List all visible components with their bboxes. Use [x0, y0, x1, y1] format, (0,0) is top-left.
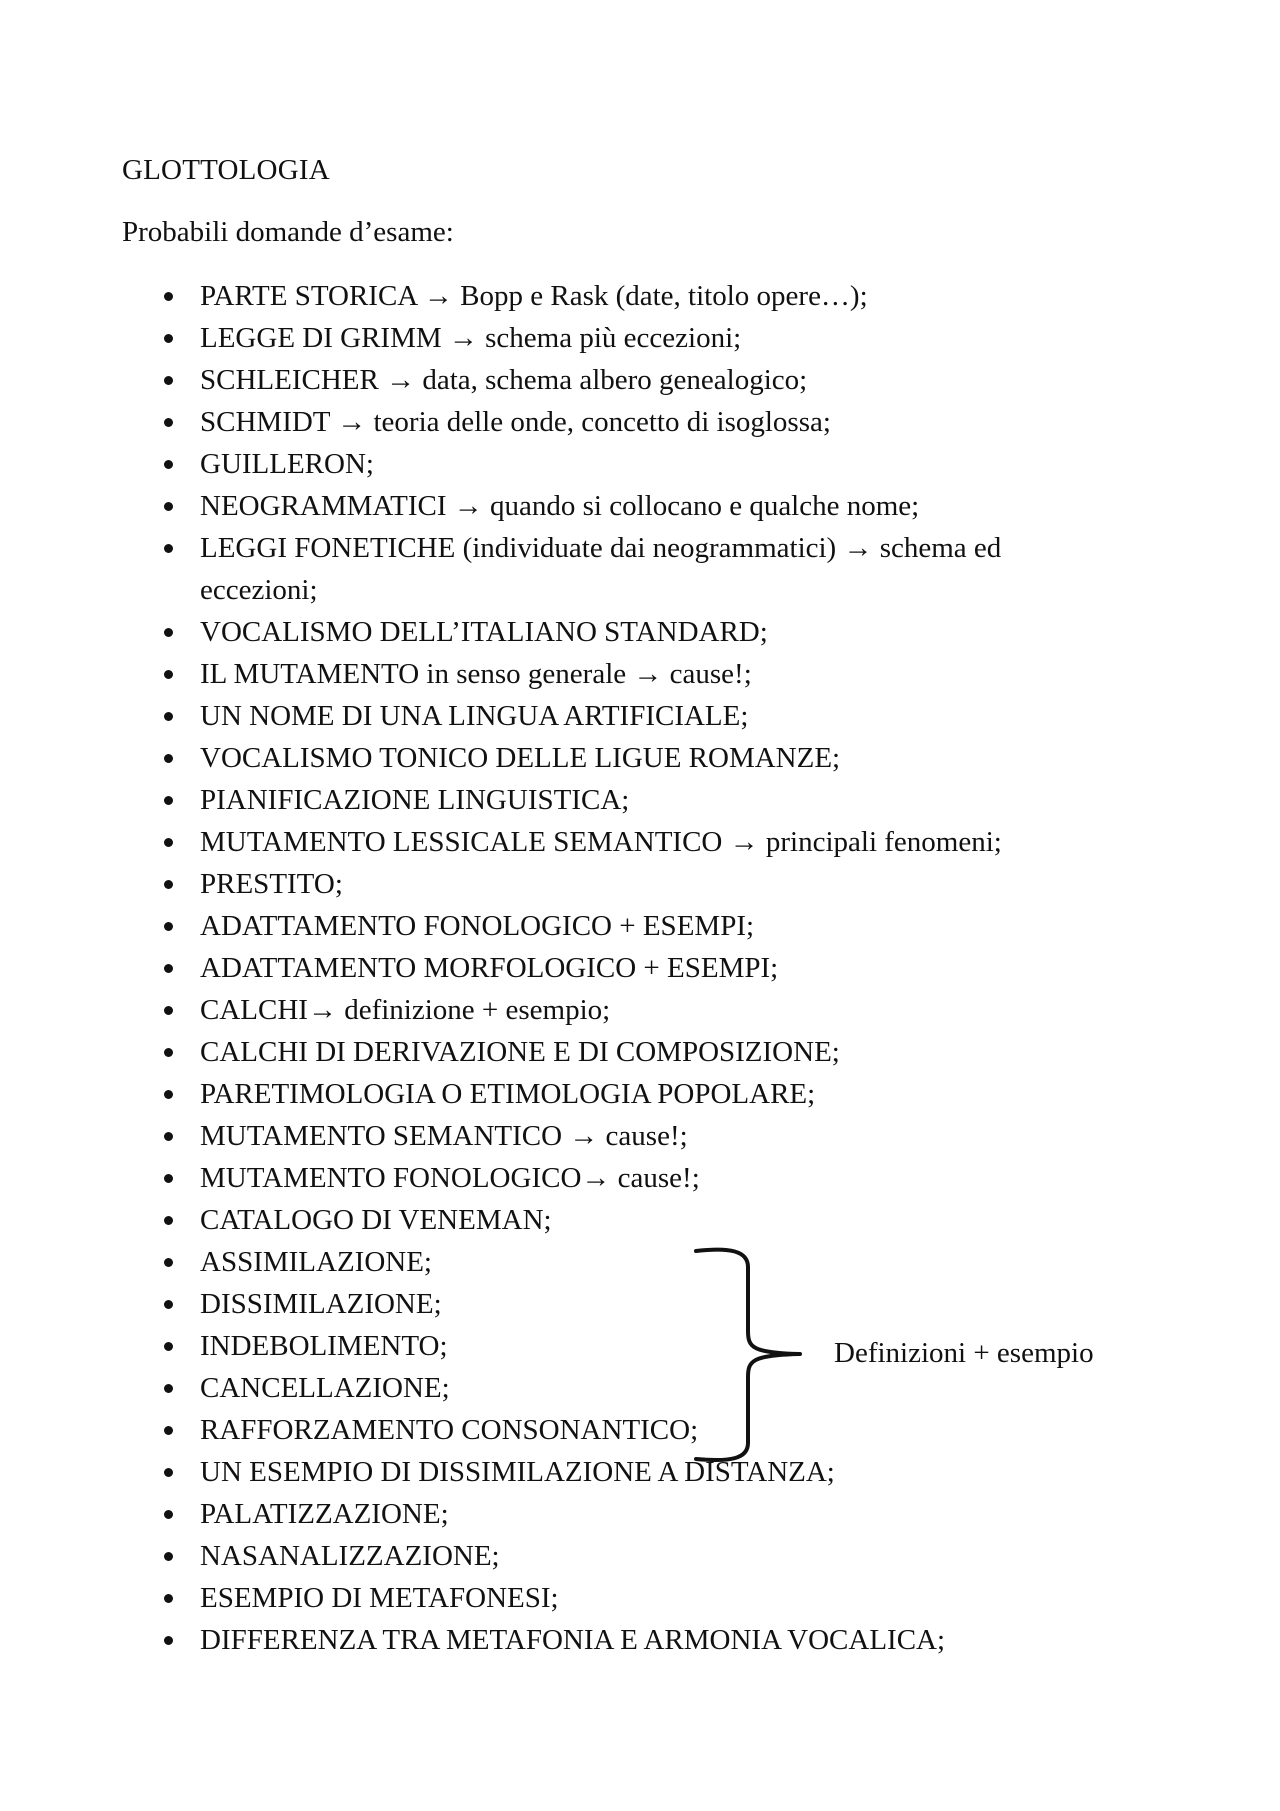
- bullet-icon: [164, 712, 173, 721]
- list-item: [160, 905, 1120, 947]
- bullet-icon: [164, 1426, 173, 1435]
- bullet-icon: [164, 1510, 173, 1519]
- list-item-text: RAFFORZAMENTO CONSONANTICO;: [200, 1414, 699, 1446]
- list-item-text: NEOGRAMMATICI → quando si collocano e qualche nome;: [200, 490, 920, 522]
- list-item-text: PARETIMOLOGIA O ETIMOLOGIA POPOLARE;: [200, 1078, 816, 1110]
- list-item-text: DIFFERENZA TRA METAFONIA E ARMONIA VOCALICA;: [200, 1624, 946, 1656]
- list-item: [160, 401, 1120, 443]
- bullet-icon: [164, 1090, 173, 1099]
- list-item-text: SCHMIDT → teoria delle onde, concetto di isoglossa;: [200, 406, 831, 438]
- list-item: [160, 1031, 1120, 1073]
- list-item-text: UN ESEMPIO DI DISSIMILAZIONE A DISTANZA;: [200, 1456, 835, 1488]
- bullet-icon: [164, 670, 173, 679]
- list-item: [160, 1409, 1120, 1451]
- list-item: [160, 1157, 1120, 1199]
- bullet-icon: [164, 754, 173, 763]
- list-item: [160, 947, 1120, 989]
- list-item: [160, 1535, 1120, 1577]
- list-item: [160, 527, 1120, 611]
- list-item-text: PIANIFICAZIONE LINGUISTICA;: [200, 784, 630, 816]
- list-item-text: IL MUTAMENTO in senso generale → cause!;: [200, 658, 752, 690]
- exam-questions-list: [160, 275, 1120, 1661]
- list-item: [160, 1577, 1120, 1619]
- bullet-icon: [164, 1300, 173, 1309]
- list-item-text: MUTAMENTO LESSICALE SEMANTICO → principali fenomeni;: [200, 826, 1002, 858]
- list-item-text: PRESTITO;: [200, 868, 343, 900]
- list-item: [160, 611, 1120, 653]
- list-item-text: PARTE STORICA → Bopp e Rask (date, titolo opere…);: [200, 280, 868, 312]
- bullet-icon: [164, 838, 173, 847]
- bullet-icon: [164, 1594, 173, 1603]
- bullet-icon: [164, 334, 173, 343]
- bullet-icon: [164, 1636, 173, 1645]
- list-item: [160, 653, 1120, 695]
- bullet-icon: [164, 1342, 173, 1351]
- list-item: [160, 779, 1120, 821]
- list-item-text: SCHLEICHER → data, schema albero genealogico;: [200, 364, 808, 396]
- list-item-text: VOCALISMO TONICO DELLE LIGUE ROMANZE;: [200, 742, 841, 774]
- list-item-text: LEGGE DI GRIMM → schema più eccezioni;: [200, 322, 742, 354]
- list-item-text: CALCHI→ definizione + esempio;: [200, 994, 611, 1026]
- list-item: [160, 1367, 1120, 1409]
- bullet-icon: [164, 922, 173, 931]
- bullet-icon: [164, 460, 173, 469]
- list-item: [160, 1115, 1120, 1157]
- list-item: [160, 1283, 1120, 1325]
- bullet-icon: [164, 1468, 173, 1477]
- list-item: [160, 443, 1120, 485]
- list-item: [160, 275, 1120, 317]
- list-item: [160, 317, 1120, 359]
- bullet-icon: [164, 1132, 173, 1141]
- list-item-text: INDEBOLIMENTO;: [200, 1330, 448, 1362]
- list-item-text: VOCALISMO DELL’ITALIANO STANDARD;: [200, 616, 768, 648]
- list-item-text: ADATTAMENTO FONOLOGICO + ESEMPI;: [200, 910, 755, 942]
- list-item: [160, 1619, 1120, 1661]
- list-item-text: NASANALIZZAZIONE;: [200, 1540, 500, 1572]
- bullet-icon: [164, 376, 173, 385]
- list-item-text: LEGGI FONETICHE (individuate dai neogrammatici) → schema ed eccezioni;: [200, 532, 1002, 606]
- list-item: [160, 1493, 1120, 1535]
- list-item-text: UN NOME DI UNA LINGUA ARTIFICIALE;: [200, 700, 749, 732]
- list-item: [160, 1073, 1120, 1115]
- list-item: [160, 1241, 1120, 1283]
- document-title: GLOTTOLOGIA: [122, 154, 330, 186]
- bullet-icon: [164, 1216, 173, 1225]
- list-item-text: CALCHI DI DERIVAZIONE E DI COMPOSIZIONE;: [200, 1036, 840, 1068]
- bullet-icon: [164, 628, 173, 637]
- list-item: [160, 1451, 1120, 1493]
- list-item-text: MUTAMENTO SEMANTICO → cause!;: [200, 1120, 688, 1152]
- bullet-icon: [164, 880, 173, 889]
- list-item: [160, 863, 1120, 905]
- list-item: [160, 359, 1120, 401]
- document-subtitle: Probabili domande d’esame:: [122, 216, 454, 248]
- list-item-text: MUTAMENTO FONOLOGICO→ cause!;: [200, 1162, 700, 1194]
- list-item: [160, 821, 1120, 863]
- bullet-icon: [164, 418, 173, 427]
- list-item-text: GUILLERON;: [200, 448, 374, 480]
- list-item: [160, 485, 1120, 527]
- bullet-icon: [164, 544, 173, 553]
- brace-note: Definizioni + esempio: [834, 1337, 1094, 1369]
- list-item: [160, 989, 1120, 1031]
- curly-brace-icon: [690, 1243, 810, 1465]
- list-item: [160, 1199, 1120, 1241]
- bullet-icon: [164, 292, 173, 301]
- bullet-icon: [164, 1174, 173, 1183]
- bullet-icon: [164, 1006, 173, 1015]
- list-item-text: CANCELLAZIONE;: [200, 1372, 450, 1404]
- list-item-text: ADATTAMENTO MORFOLOGICO + ESEMPI;: [200, 952, 779, 984]
- bullet-icon: [164, 796, 173, 805]
- list-item-text: PALATIZZAZIONE;: [200, 1498, 449, 1530]
- list-item: [160, 695, 1120, 737]
- bullet-icon: [164, 964, 173, 973]
- bullet-icon: [164, 502, 173, 511]
- list-item-text: ESEMPIO DI METAFONESI;: [200, 1582, 559, 1614]
- bullet-icon: [164, 1258, 173, 1267]
- list-item-text: CATALOGO DI VENEMAN;: [200, 1204, 552, 1236]
- list-item-text: DISSIMILAZIONE;: [200, 1288, 442, 1320]
- bullet-icon: [164, 1552, 173, 1561]
- bullet-icon: [164, 1048, 173, 1057]
- bullet-icon: [164, 1384, 173, 1393]
- list-item-text: ASSIMILAZIONE;: [200, 1246, 432, 1278]
- list-item: [160, 737, 1120, 779]
